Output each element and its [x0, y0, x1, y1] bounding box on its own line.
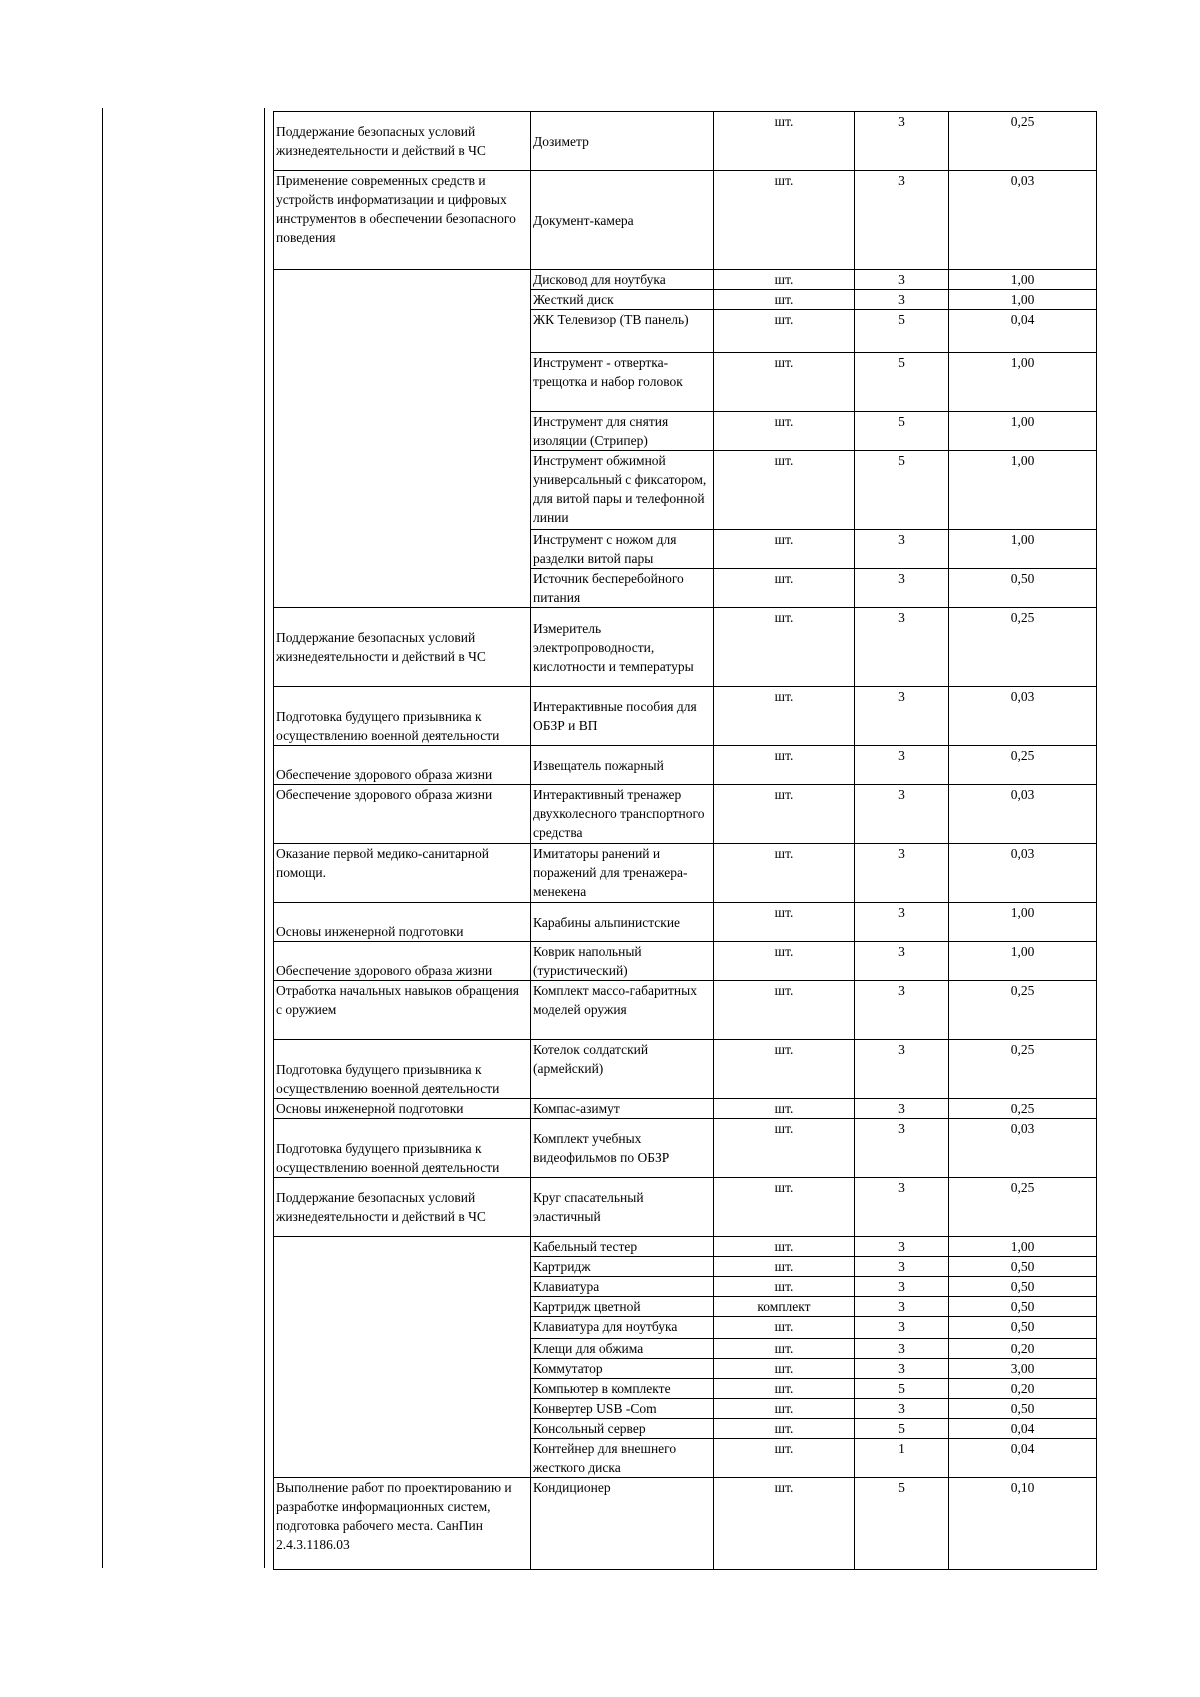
table-row	[274, 608, 1097, 687]
section-cell: Отработка начальных навыков обращения с оружием	[274, 981, 531, 1040]
table-row	[274, 1178, 1097, 1237]
coefficient-cell: 1,00	[949, 1237, 1097, 1257]
item-name-cell: Комплект массо-габаритных моделей оружия	[531, 981, 714, 1040]
section-cell	[274, 1277, 531, 1297]
table-row	[274, 785, 1097, 844]
quantity-cell: 1	[855, 1439, 949, 1478]
unit-cell: шт.	[714, 353, 855, 412]
item-name-cell: Контейнер для внешнего жесткого диска	[531, 1439, 714, 1478]
unit-cell: шт.	[714, 785, 855, 844]
item-name-cell: Измеритель электропроводности, кислотности и температуры	[531, 608, 714, 687]
quantity-cell: 3	[855, 1040, 949, 1099]
table-row	[274, 353, 1097, 412]
coefficient-cell: 0,03	[949, 1119, 1097, 1178]
section-cell: Применение современных средств и устройств информатизации и цифровых инструментов в обеспечении безопасного поведения	[274, 171, 531, 270]
unit-cell: шт.	[714, 290, 855, 310]
item-name-cell: Дисковод для ноутбука	[531, 270, 714, 290]
unit-cell: шт.	[714, 1099, 855, 1119]
table-row	[274, 981, 1097, 1040]
section-cell	[274, 1317, 531, 1339]
item-name-cell: Имитаторы ранений и поражений для тренажера-менекена	[531, 844, 714, 903]
unit-cell: шт.	[714, 1119, 855, 1178]
coefficient-cell: 1,00	[949, 942, 1097, 981]
item-name-cell: Инструмент с ножом для разделки витой пары	[531, 530, 714, 569]
section-cell: Обеспечение здорового образа жизни	[274, 746, 531, 785]
table-row	[274, 1119, 1097, 1178]
unit-cell: шт.	[714, 1317, 855, 1339]
quantity-cell: 3	[855, 785, 949, 844]
coefficient-cell: 0,25	[949, 1099, 1097, 1119]
unit-cell: шт.	[714, 171, 855, 270]
coefficient-cell: 0,03	[949, 687, 1097, 746]
coefficient-cell: 0,10	[949, 1478, 1097, 1570]
item-name-cell: Инструмент для снятия изоляции (Стрипер)	[531, 412, 714, 451]
coefficient-cell: 1,00	[949, 270, 1097, 290]
table-row	[274, 1399, 1097, 1419]
item-name-cell: ЖК Телевизор (ТВ панель)	[531, 310, 714, 353]
coefficient-cell: 0,25	[949, 746, 1097, 785]
unit-cell: шт.	[714, 1399, 855, 1419]
item-name-cell: Извещатель пожарный	[531, 746, 714, 785]
section-cell: Обеспечение здорового образа жизни	[274, 785, 531, 844]
item-name-cell: Компас-азимут	[531, 1099, 714, 1119]
unit-cell: шт.	[714, 1379, 855, 1399]
table-row	[274, 112, 1097, 171]
unit-cell: шт.	[714, 1439, 855, 1478]
section-cell	[274, 1399, 531, 1419]
unit-cell: комплект	[714, 1297, 855, 1317]
table-row	[274, 270, 1097, 290]
coefficient-cell: 0,50	[949, 1257, 1097, 1277]
coefficient-cell: 1,00	[949, 530, 1097, 569]
quantity-cell: 3	[855, 1297, 949, 1317]
table-row	[274, 451, 1097, 530]
quantity-cell: 3	[855, 1339, 949, 1359]
unit-cell: шт.	[714, 1277, 855, 1297]
quantity-cell: 3	[855, 1317, 949, 1339]
unit-cell: шт.	[714, 451, 855, 530]
section-cell: Поддержание безопасных условий жизнедеятельности и действий в ЧС	[274, 112, 531, 171]
table-row	[274, 1297, 1097, 1317]
unit-cell: шт.	[714, 1040, 855, 1099]
section-cell	[274, 1237, 531, 1257]
section-cell	[274, 530, 531, 569]
coefficient-cell: 0,50	[949, 1297, 1097, 1317]
section-cell: Поддержание безопасных условий жизнедеятельности и действий в ЧС	[274, 1178, 531, 1237]
table-row	[274, 687, 1097, 746]
coefficient-cell: 0,03	[949, 171, 1097, 270]
item-name-cell: Коврик напольный (туристический)	[531, 942, 714, 981]
section-cell	[274, 1359, 531, 1379]
table-row	[274, 310, 1097, 353]
unit-cell: шт.	[714, 1257, 855, 1277]
coefficient-cell: 0,20	[949, 1379, 1097, 1399]
quantity-cell: 3	[855, 171, 949, 270]
coefficient-cell: 0,50	[949, 1277, 1097, 1297]
quantity-cell: 5	[855, 310, 949, 353]
quantity-cell: 5	[855, 1379, 949, 1399]
quantity-cell: 3	[855, 1237, 949, 1257]
unit-cell: шт.	[714, 310, 855, 353]
quantity-cell: 3	[855, 942, 949, 981]
table-row	[274, 1099, 1097, 1119]
section-cell	[274, 1339, 531, 1359]
quantity-cell: 3	[855, 1178, 949, 1237]
section-cell	[274, 353, 531, 412]
table-row	[274, 1419, 1097, 1439]
quantity-cell: 3	[855, 1119, 949, 1178]
section-cell: Обеспечение здорового образа жизни	[274, 942, 531, 981]
quantity-cell: 5	[855, 353, 949, 412]
quantity-cell: 3	[855, 608, 949, 687]
coefficient-cell: 0,20	[949, 1339, 1097, 1359]
section-cell	[274, 412, 531, 451]
quantity-cell: 3	[855, 981, 949, 1040]
quantity-cell: 3	[855, 903, 949, 942]
section-cell	[274, 1257, 531, 1277]
quantity-cell: 5	[855, 1478, 949, 1570]
item-name-cell: Документ-камера	[531, 171, 714, 270]
coefficient-cell: 1,00	[949, 451, 1097, 530]
table-row	[274, 1277, 1097, 1297]
unit-cell: шт.	[714, 942, 855, 981]
item-name-cell: Котелок солдатский (армейский)	[531, 1040, 714, 1099]
section-cell: Подготовка будущего призывника к осуществлению военной деятельности	[274, 1119, 531, 1178]
section-cell: Подготовка будущего призывника к осуществлению военной деятельности	[274, 1040, 531, 1099]
table-row	[274, 1359, 1097, 1379]
coefficient-cell: 0,04	[949, 1439, 1097, 1478]
coefficient-cell: 0,25	[949, 1178, 1097, 1237]
table-row	[274, 903, 1097, 942]
coefficient-cell: 1,00	[949, 412, 1097, 451]
coefficient-cell: 0,50	[949, 569, 1097, 608]
section-cell: Основы инженерной подготовки	[274, 1099, 531, 1119]
table-row	[274, 290, 1097, 310]
section-cell	[274, 1297, 531, 1317]
item-name-cell: Картридж цветной	[531, 1297, 714, 1317]
item-name-cell: Клавиатура	[531, 1277, 714, 1297]
unit-cell: шт.	[714, 1178, 855, 1237]
coefficient-cell: 0,50	[949, 1317, 1097, 1339]
coefficient-cell: 0,25	[949, 1040, 1097, 1099]
coefficient-cell: 1,00	[949, 353, 1097, 412]
equipment-table	[273, 111, 1097, 1570]
coefficient-cell: 0,04	[949, 310, 1097, 353]
table-row	[274, 569, 1097, 608]
item-name-cell: Источник бесперебойного питания	[531, 569, 714, 608]
table-row	[274, 1317, 1097, 1339]
section-cell	[274, 569, 531, 608]
quantity-cell: 3	[855, 687, 949, 746]
unit-cell: шт.	[714, 608, 855, 687]
section-cell	[274, 1439, 531, 1478]
item-name-cell: Кондиционер	[531, 1478, 714, 1570]
section-cell: Выполнение работ по проектированию и разработке информационных систем, подготовка рабочего места. СанПин 2.4.3.1186.03	[274, 1478, 531, 1570]
coefficient-cell: 0,25	[949, 981, 1097, 1040]
coefficient-cell: 3,00	[949, 1359, 1097, 1379]
table-row	[274, 171, 1097, 270]
item-name-cell: Инструмент обжимной универсальный с фиксатором, для витой пары и телефонной линии	[531, 451, 714, 530]
left-margin-line	[102, 108, 103, 1568]
unit-cell: шт.	[714, 270, 855, 290]
unit-cell: шт.	[714, 844, 855, 903]
item-name-cell: Круг спасательный эластичный	[531, 1178, 714, 1237]
item-name-cell: Картридж	[531, 1257, 714, 1277]
section-cell	[274, 270, 531, 290]
item-name-cell: Клавиатура для ноутбука	[531, 1317, 714, 1339]
quantity-cell: 3	[855, 746, 949, 785]
quantity-cell: 3	[855, 1257, 949, 1277]
quantity-cell: 3	[855, 1277, 949, 1297]
item-name-cell: Жесткий диск	[531, 290, 714, 310]
equipment-table-body	[274, 112, 1097, 1570]
table-row	[274, 1257, 1097, 1277]
section-cell	[274, 1379, 531, 1399]
section-cell	[274, 290, 531, 310]
coefficient-cell: 1,00	[949, 290, 1097, 310]
unit-cell: шт.	[714, 746, 855, 785]
quantity-cell: 3	[855, 270, 949, 290]
unit-cell: шт.	[714, 112, 855, 171]
item-name-cell: Дозиметр	[531, 112, 714, 171]
unit-cell: шт.	[714, 1359, 855, 1379]
quantity-cell: 5	[855, 451, 949, 530]
quantity-cell: 5	[855, 1419, 949, 1439]
quantity-cell: 3	[855, 1399, 949, 1419]
unit-cell: шт.	[714, 687, 855, 746]
coefficient-cell: 0,03	[949, 844, 1097, 903]
unit-cell: шт.	[714, 412, 855, 451]
item-name-cell: Интерактивный тренажер двухколесного транспортного средства	[531, 785, 714, 844]
unit-cell: шт.	[714, 1478, 855, 1570]
table-row	[274, 1040, 1097, 1099]
section-cell	[274, 310, 531, 353]
table-row	[274, 1237, 1097, 1257]
table-row	[274, 530, 1097, 569]
item-name-cell: Конвертер USB -Com	[531, 1399, 714, 1419]
unit-cell: шт.	[714, 903, 855, 942]
quantity-cell: 3	[855, 290, 949, 310]
section-cell: Основы инженерной подготовки	[274, 903, 531, 942]
item-name-cell: Клещи для обжима	[531, 1339, 714, 1359]
coefficient-cell: 0,25	[949, 608, 1097, 687]
table-row	[274, 1439, 1097, 1478]
table-row	[274, 412, 1097, 451]
table-row	[274, 1339, 1097, 1359]
quantity-cell: 3	[855, 1099, 949, 1119]
section-cell: Поддержание безопасных условий жизнедеятельности и действий в ЧС	[274, 608, 531, 687]
item-name-cell: Инструмент - отвертка-трещотка и набор головок	[531, 353, 714, 412]
coefficient-cell: 0,25	[949, 112, 1097, 171]
table-row	[274, 844, 1097, 903]
quantity-cell: 3	[855, 569, 949, 608]
item-name-cell: Компьютер в комплекте	[531, 1379, 714, 1399]
unit-cell: шт.	[714, 569, 855, 608]
table-row	[274, 746, 1097, 785]
unit-cell: шт.	[714, 1237, 855, 1257]
quantity-cell: 5	[855, 412, 949, 451]
quantity-cell: 3	[855, 112, 949, 171]
coefficient-cell: 0,50	[949, 1399, 1097, 1419]
quantity-cell: 3	[855, 1359, 949, 1379]
coefficient-cell: 0,04	[949, 1419, 1097, 1439]
coefficient-cell: 1,00	[949, 903, 1097, 942]
table-row	[274, 1379, 1097, 1399]
inner-margin-line	[264, 108, 265, 1568]
section-cell	[274, 1419, 531, 1439]
section-cell: Подготовка будущего призывника к осуществлению военной деятельности	[274, 687, 531, 746]
item-name-cell: Карабины альпинистские	[531, 903, 714, 942]
item-name-cell: Кабельный тестер	[531, 1237, 714, 1257]
coefficient-cell: 0,03	[949, 785, 1097, 844]
unit-cell: шт.	[714, 1339, 855, 1359]
item-name-cell: Коммутатор	[531, 1359, 714, 1379]
item-name-cell: Интерактивные пособия для ОБЗР и ВП	[531, 687, 714, 746]
table-row	[274, 942, 1097, 981]
section-cell	[274, 451, 531, 530]
table-row	[274, 1478, 1097, 1570]
unit-cell: шт.	[714, 981, 855, 1040]
section-cell: Оказание первой медико-санитарной помощи.	[274, 844, 531, 903]
item-name-cell: Комплект учебных видеофильмов по ОБЗР	[531, 1119, 714, 1178]
unit-cell: шт.	[714, 1419, 855, 1439]
item-name-cell: Консольный сервер	[531, 1419, 714, 1439]
quantity-cell: 3	[855, 844, 949, 903]
quantity-cell: 3	[855, 530, 949, 569]
unit-cell: шт.	[714, 530, 855, 569]
